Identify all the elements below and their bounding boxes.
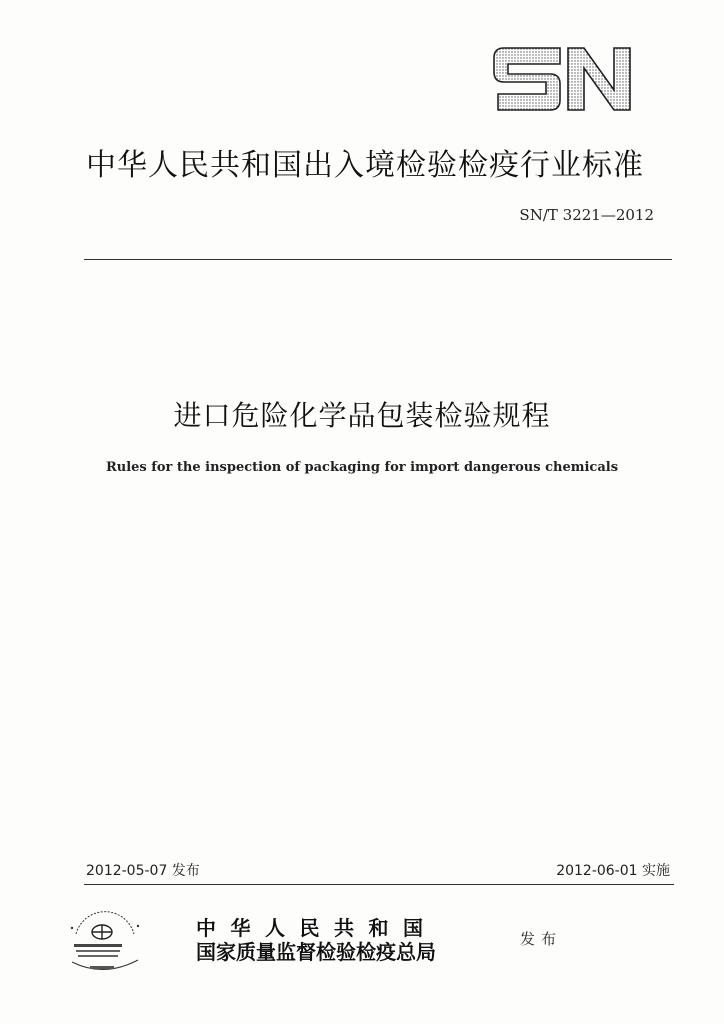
publisher-name-line2: 国家质量监督检验检疫总局 xyxy=(196,940,436,964)
issue-date: 2012-05-07 发布 xyxy=(86,863,200,879)
top-divider xyxy=(84,259,672,260)
implementation-date: 2012-06-01 实施 xyxy=(556,863,670,879)
sn-standard-logo-icon xyxy=(490,42,634,116)
document-title-zh: 进口危险化学品包装检验规程 xyxy=(173,399,551,432)
publish-action-label: 发布 xyxy=(520,930,563,948)
standard-number: SN/T 3221—2012 xyxy=(519,206,654,224)
industry-standard-title: 中华人民共和国出入境检验检疫行业标准 xyxy=(86,148,644,183)
bottom-divider xyxy=(84,884,674,885)
publisher-seal-icon xyxy=(64,904,146,982)
publisher-name-line1: 中华人民共和国 xyxy=(196,916,438,940)
document-title-en: Rules for the inspection of packaging for import dangerous chemicals xyxy=(105,460,619,475)
